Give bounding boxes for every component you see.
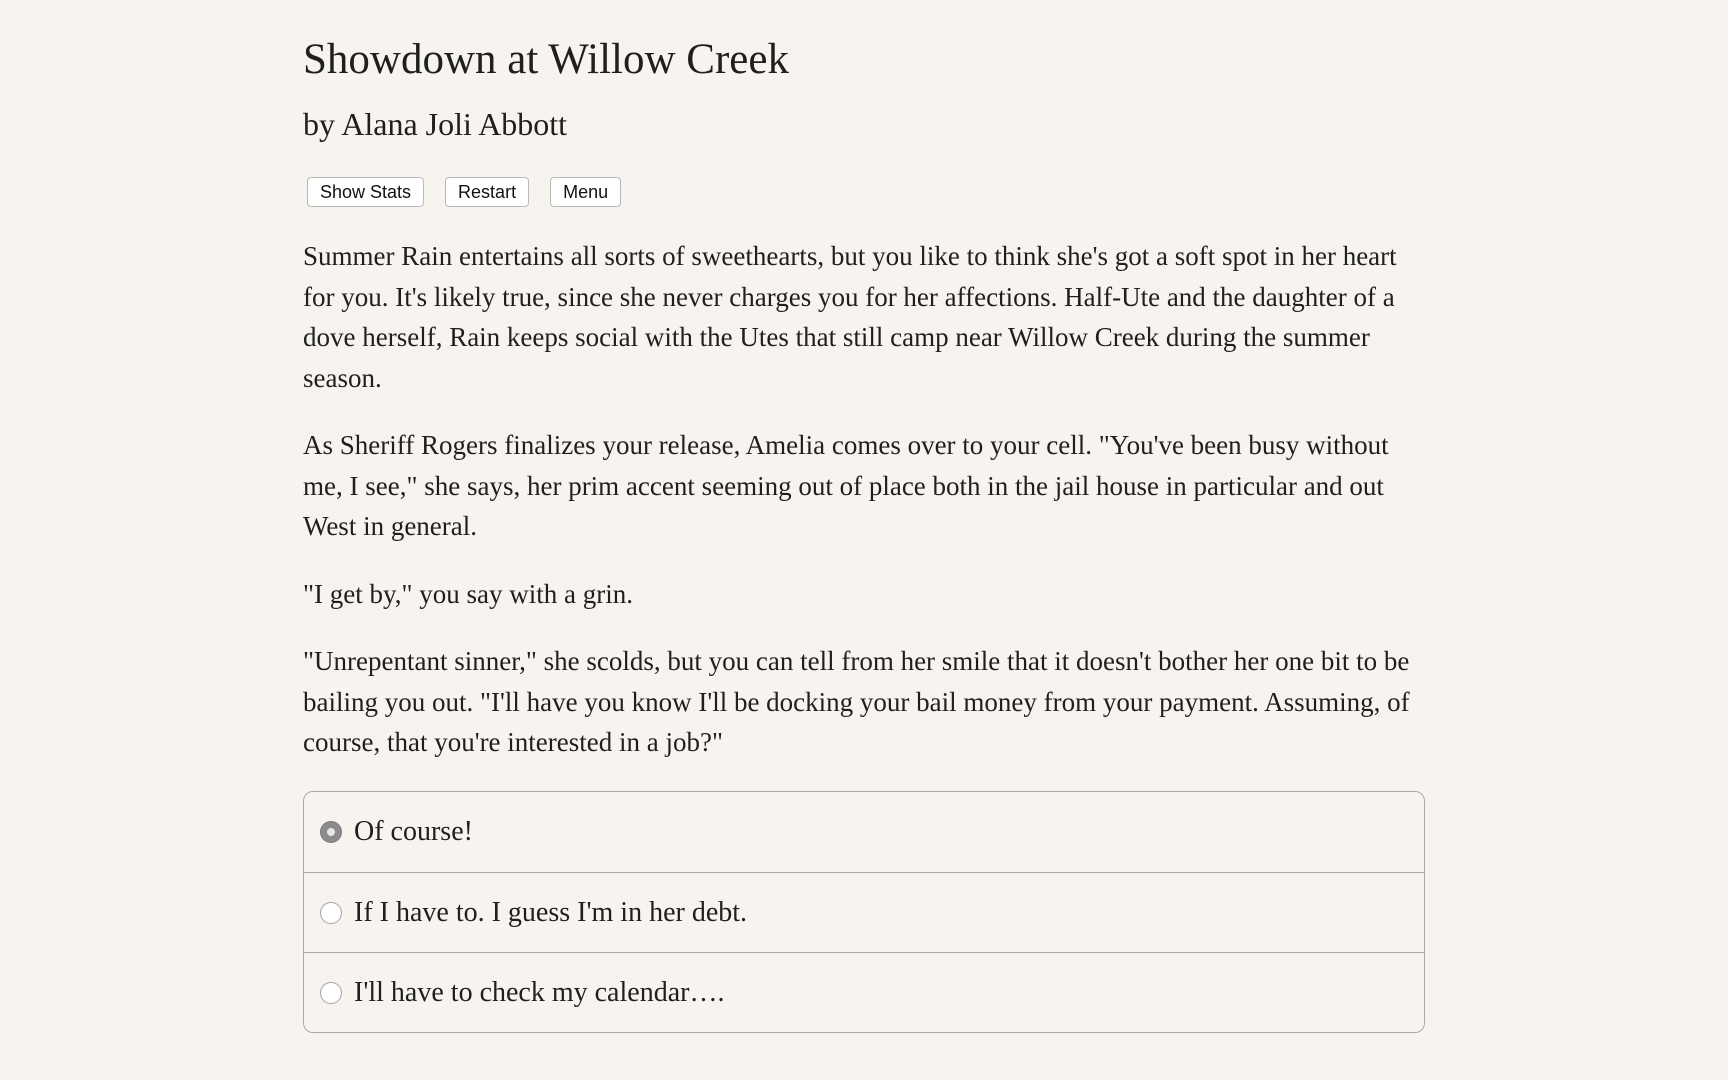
choice-option[interactable] xyxy=(304,872,1424,952)
choice-label: Of course! xyxy=(354,816,473,847)
choice-label: If I have to. I guess I'm in her debt. xyxy=(354,896,748,928)
story-paragraph: "I get by," you say with a grin. xyxy=(303,578,633,609)
choice-option[interactable] xyxy=(304,952,1424,1032)
radio-button[interactable] xyxy=(320,982,342,1004)
choice-option[interactable] xyxy=(304,792,1424,872)
game-author: by Alana Joli Abbott xyxy=(303,106,567,142)
choice-list xyxy=(303,791,1425,1033)
choice-label: I'll have to check my calendar…. xyxy=(354,976,725,1008)
story-paragraph: "Unrepentant sinner," she scolds, but you can tell from her smile that it doesn't bother her one bit to be bailing you out. "I'll have you know I'll be docking your bail money from your payment. Assuming, of course, that you're interested in a job?" xyxy=(303,646,1410,757)
toolbar xyxy=(307,177,621,207)
radio-button[interactable] xyxy=(320,902,342,924)
game-title: Showdown at Willow Creek xyxy=(303,36,789,83)
menu-button[interactable]: Menu xyxy=(550,177,621,207)
story-text xyxy=(303,236,1425,790)
show-stats-button[interactable]: Show Stats xyxy=(307,177,424,207)
story-paragraph: As Sheriff Rogers finalizes your release, Amelia comes over to your cell. "You've been busy without me, I see," she says, her prim accent seeming out of place both in the jail house in particular and out West in general. xyxy=(303,430,1389,541)
radio-button[interactable] xyxy=(320,821,342,843)
story-paragraph: Summer Rain entertains all sorts of sweethearts, but you like to think she's got a soft spot in her heart for you. It's likely true, since she never charges you for her affections. Half-Ute and the daughter of a dove herself, Rain keeps social with the Utes that still camp near Willow Creek during the summer season. xyxy=(303,241,1397,393)
restart-button[interactable]: Restart xyxy=(445,177,529,207)
